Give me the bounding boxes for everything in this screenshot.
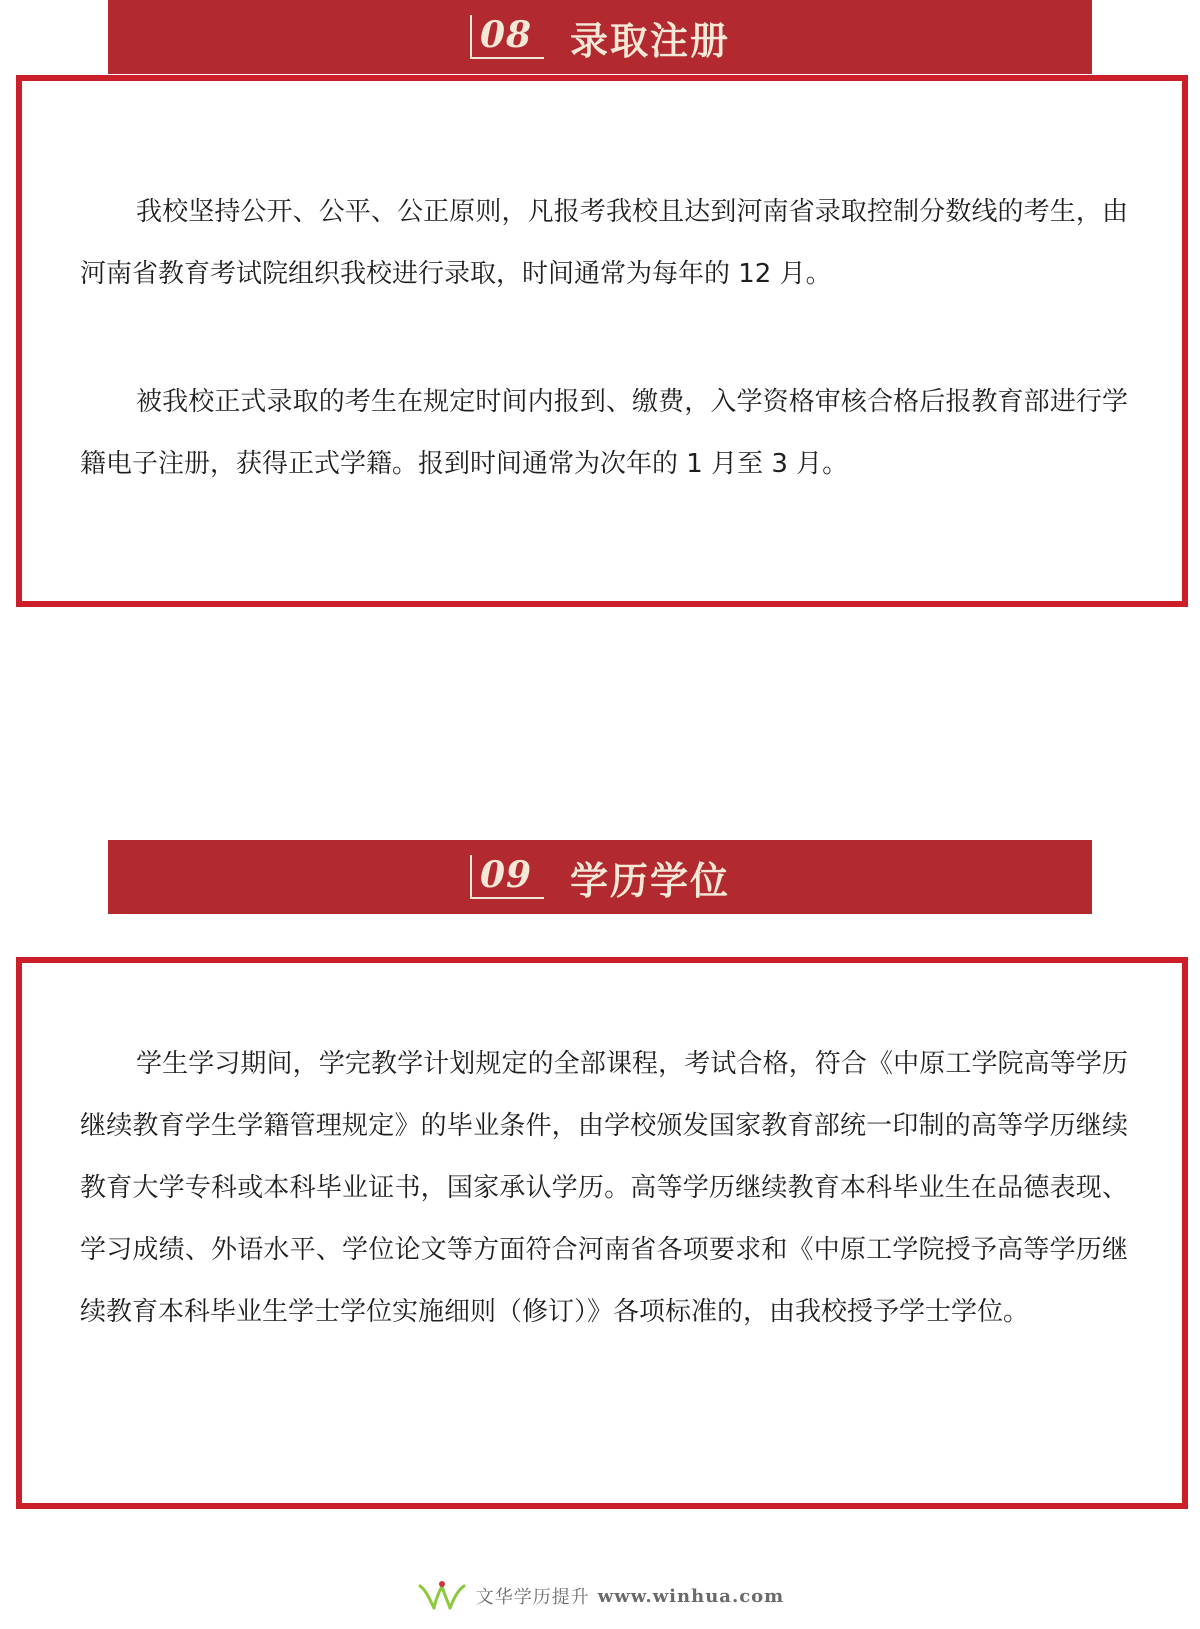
winhua-logo-icon [416,1580,468,1612]
section-08-paragraph-2: 被我校正式录取的考生在规定时间内报到、缴费，入学资格审核合格后报教育部进行学籍电子注册，获得正式学籍。报到时间通常为次年的 1 月至 3 月。 [80,387,1128,479]
footer-url: www.winhua.com [597,1585,785,1607]
section-08-paragraph-1: 我校坚持公开、公平、公正原则，凡报考我校且达到河南省录取控制分数线的考生，由河南省教育考试院组织我校进行录取，时间通常为每年的 12 月。 [80,197,1128,289]
footer-brand: 文华学历提升 [475,1587,590,1608]
section-08-number: 08 [470,15,544,59]
section-08-content-box [16,75,1188,607]
section-09-paragraph-1: 学生学习期间，学完教学计划规定的全部课程，考试合格，符合《中原工学院高等学历继续教育学生学籍管理规定》的毕业条件，由学校颁发国家教育部统一印制的高等学历继续教育大学专科或本科毕业证书，国家承认学历。高等学历继续教育本科毕业生在品德表现、学习成绩、外语水平、学位论文等方面符合河南省各项要求和《中原工学院授予高等学历继续教育本科毕业生学士学位实施细则（修订）》各项标准的，由我校授予学士学位。 [80,1049,1128,1327]
section-09-title-wrap [470,850,730,905]
section-08-header [108,0,1092,74]
footer-watermark [0,1580,1200,1612]
section-09-header [108,840,1092,914]
section-08-title: 录取注册 [570,17,731,63]
section-09-title: 学历学位 [570,857,731,903]
section-09-number: 09 [470,855,544,899]
section-08-title-wrap [470,10,730,65]
section-09-content-box [16,957,1188,1509]
